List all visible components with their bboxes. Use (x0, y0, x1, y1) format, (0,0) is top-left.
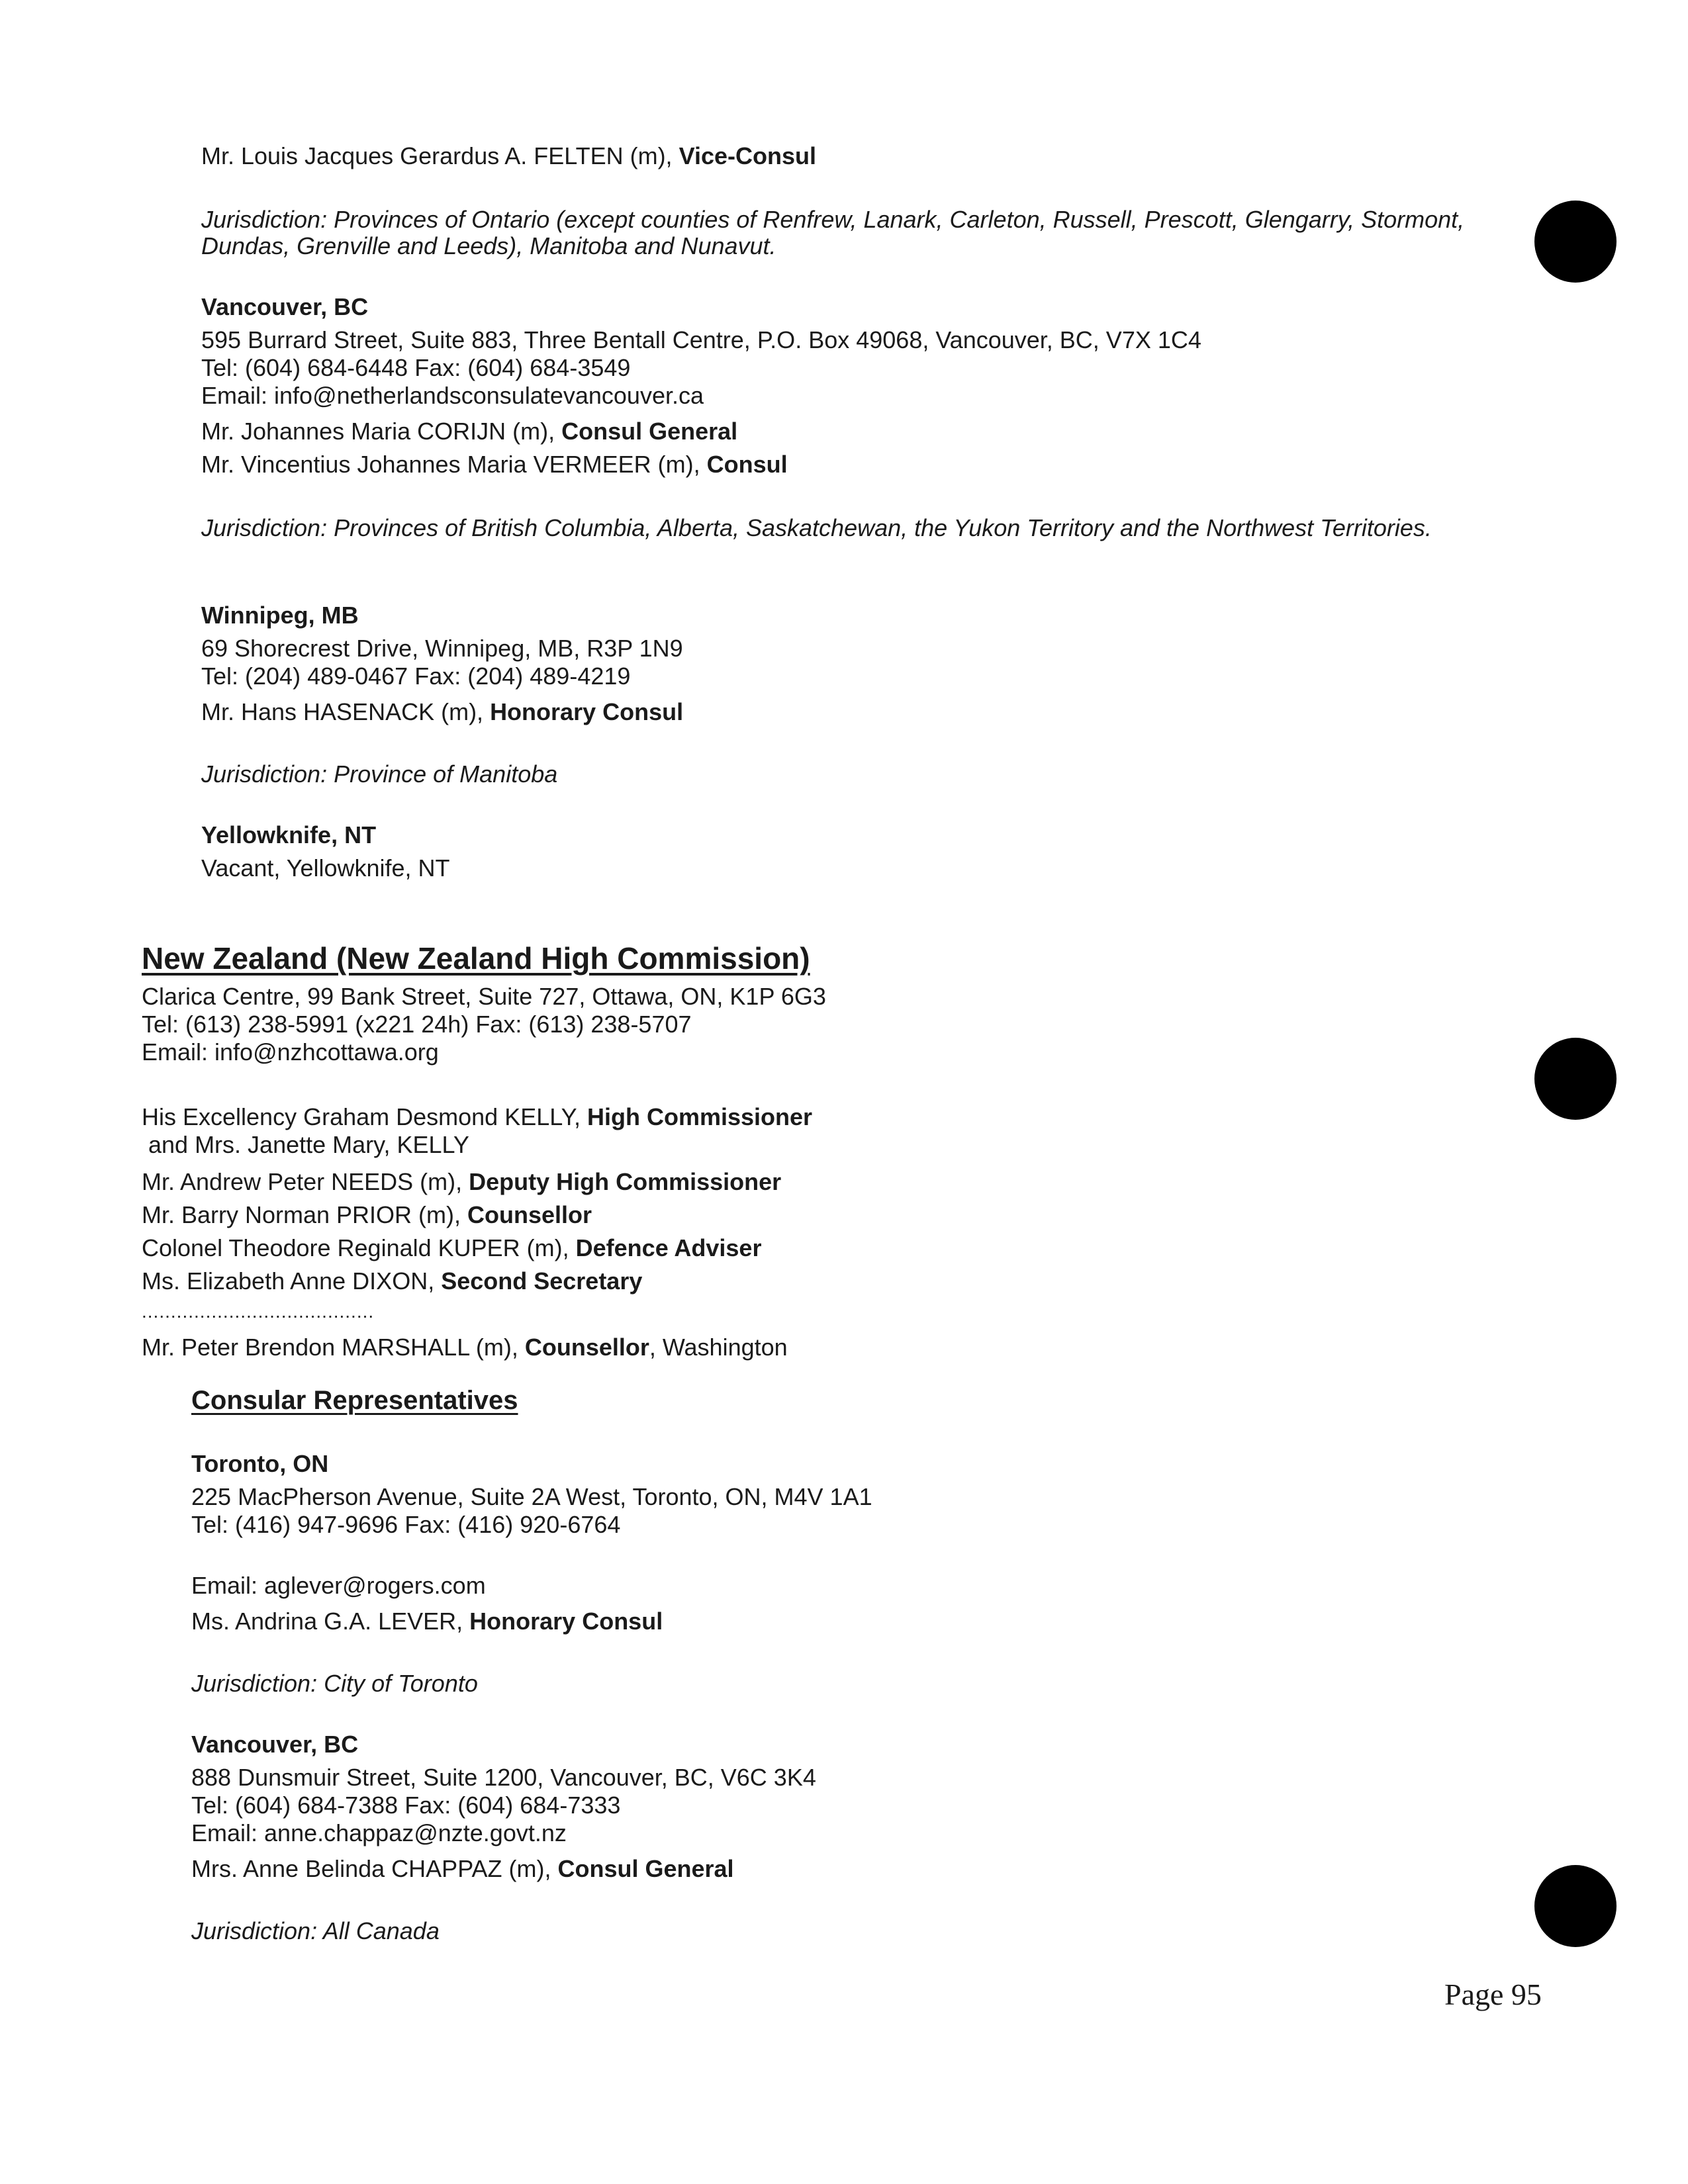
nz-vancouver-jurisdiction: Jurisdiction: All Canada (191, 1917, 440, 1944)
punch-hole (1534, 1865, 1617, 1947)
person-name: Mr. Vincentius Johannes Maria VERMEER (m), (201, 451, 707, 478)
nz-vancouver-city-heading: Vancouver, BC (191, 1731, 359, 1758)
vancouver-jurisdiction: Jurisdiction: Provinces of British Columbia, Alberta, Saskatchewan, the Yukon Territory and the Northwest Territories. (201, 514, 1432, 541)
consular-representatives-heading: Consular Representatives (191, 1386, 518, 1415)
nz-vancouver-tel: Tel: (604) 684-7388 Fax: (604) 684-7333 (191, 1792, 621, 1819)
toronto-tel: Tel: (416) 947-9696 Fax: (416) 920-6764 (191, 1511, 621, 1538)
person-name: Mrs. Anne Belinda CHAPPAZ (m), (191, 1855, 558, 1882)
vancouver-email: Email: info@netherlandsconsulatevancouver.ca (201, 382, 704, 409)
person-name: Colonel Theodore Reginald KUPER (m), (142, 1234, 576, 1261)
punch-hole (1534, 201, 1617, 283)
nz-address: Clarica Centre, 99 Bank Street, Suite 727, Ottawa, ON, K1P 6G3 (142, 983, 826, 1010)
person-name: Ms. Elizabeth Anne DIXON, (142, 1267, 442, 1295)
washington-entry (142, 1333, 788, 1362)
person-title: Honorary Consul (469, 1608, 663, 1635)
nz-vancouver-email: Email: anne.chappaz@nzte.govt.nz (191, 1819, 567, 1846)
person-name: Ms. Andrina G.A. LEVER, (191, 1608, 470, 1635)
page-number: Page 95 (1444, 1978, 1542, 2011)
person-location: , Washington (649, 1334, 788, 1361)
person-name: His Excellency Graham Desmond KELLY, (142, 1103, 587, 1130)
vancouver-address: 595 Burrard Street, Suite 883, Three Bentall Centre, P.O. Box 49068, Vancouver, BC, V7X 1C4 (201, 326, 1201, 353)
person-name: Mr. Barry Norman PRIOR (m), (142, 1201, 468, 1228)
person-title: Consul (706, 451, 788, 478)
staff-entry (142, 1130, 469, 1160)
new-zealand-heading: New Zealand (New Zealand High Commission) (142, 941, 810, 976)
staff-entry (142, 1167, 781, 1197)
yellowknife-city-heading: Yellowknife, NT (201, 821, 377, 848)
staff-entry (142, 1103, 812, 1132)
person-name: Mr. Johannes Maria CORIJN (m), (201, 418, 562, 445)
toronto-jurisdiction: Jurisdiction: City of Toronto (191, 1670, 478, 1697)
toronto-email: Email: aglever@rogers.com (191, 1572, 486, 1599)
felten-entry (201, 142, 816, 171)
nz-vancouver-address: 888 Dunsmuir Street, Suite 1200, Vancouver, BC, V6C 3K4 (191, 1764, 816, 1791)
yellowknife-address: Vacant, Yellowknife, NT (201, 854, 450, 882)
nz-tel: Tel: (613) 238-5991 (x221 24h) Fax: (613) 238-5707 (142, 1011, 692, 1038)
person-title: Consul General (561, 418, 738, 445)
person-name: Mr. Peter Brendon MARSHALL (m), (142, 1334, 525, 1361)
vancouver-tel: Tel: (604) 684-6448 Fax: (604) 684-3549 (201, 354, 631, 381)
person-name: Mr. Andrew Peter NEEDS (m), (142, 1168, 469, 1195)
toronto-city-heading: Toronto, ON (191, 1450, 329, 1477)
person-name: Mr. Louis Jacques Gerardus A. FELTEN (m), (201, 142, 679, 169)
lever-entry (191, 1607, 663, 1636)
vermeer-entry (201, 450, 788, 479)
winnipeg-address: 69 Shorecrest Drive, Winnipeg, MB, R3P 1N9 (201, 635, 683, 662)
person-title: Counsellor (467, 1201, 592, 1228)
person-title: High Commissioner (586, 1103, 813, 1130)
staff-entry (142, 1267, 642, 1296)
person-title: Vice-Consul (679, 142, 816, 169)
staff-entry (142, 1201, 592, 1230)
person-title: Consul General (557, 1855, 734, 1882)
chappaz-entry (191, 1854, 734, 1884)
person-title: Counsellor (524, 1334, 649, 1361)
ontario-jurisdiction-line-2: Dundas, Grenville and Leeds), Manitoba and Nunavut. (201, 232, 776, 259)
corijn-entry (201, 417, 737, 446)
winnipeg-city-heading: Winnipeg, MB (201, 602, 359, 629)
person-title: Deputy High Commissioner (469, 1168, 782, 1195)
person-name: Mr. Hans HASENACK (m), (201, 698, 491, 725)
toronto-address: 225 MacPherson Avenue, Suite 2A West, Toronto, ON, M4V 1A1 (191, 1483, 872, 1510)
person-title: Defence Adviser (575, 1234, 762, 1261)
ontario-jurisdiction-line-1: Jurisdiction: Provinces of Ontario (except counties of Renfrew, Lanark, Carleton, Russell, Prescott, Glengarry, Stormont, (201, 206, 1465, 233)
winnipeg-jurisdiction: Jurisdiction: Province of Manitoba (201, 760, 558, 788)
dotted-separator: ........................................ (142, 1301, 375, 1322)
person-title: Honorary Consul (490, 698, 684, 725)
hasenack-entry (201, 698, 683, 727)
winnipeg-tel: Tel: (204) 489-0467 Fax: (204) 489-4219 (201, 662, 631, 690)
vancouver-city-heading: Vancouver, BC (201, 293, 369, 320)
staff-entry (142, 1234, 761, 1263)
punch-hole (1534, 1038, 1617, 1120)
person-name: and Mrs. Janette Mary, KELLY (142, 1131, 469, 1158)
nz-email: Email: info@nzhcottawa.org (142, 1038, 439, 1066)
person-title: Second Secretary (441, 1267, 643, 1295)
